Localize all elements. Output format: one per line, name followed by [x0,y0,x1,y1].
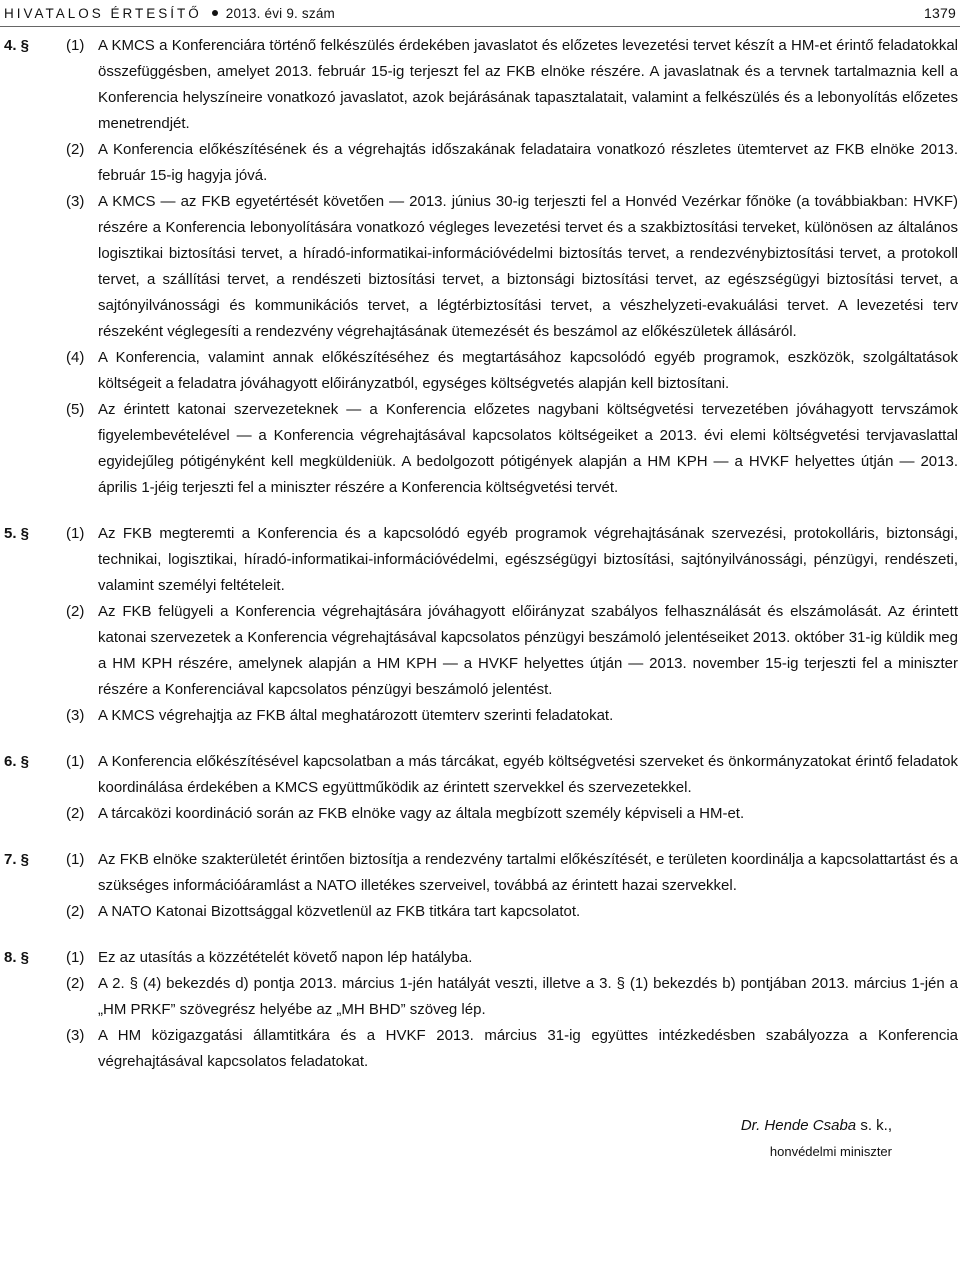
signatory-role: honvédelmi miniszter [769,1144,892,1159]
paragraph [4,521,958,599]
paragraph [4,33,958,137]
paragraph-number: (2) [66,975,85,992]
paragraph-text: A Konferencia előkészítésének és a végrehajtás időszakának feladataira vonatkozó részletes ütemtervet az FKB elnöke 2013. február 15-ig hagyja jóvá. [98,141,958,184]
paragraph [4,847,958,899]
paragraph [4,1023,958,1075]
paragraph [4,749,958,801]
paragraph-number: (1) [66,525,85,542]
paragraph-text: Az FKB felügyeli a Konferencia végrehajtására jóváhagyott előirányzat szabályos felhasználását és elszámolását. Az érintett katonai szervezetek a Konferencia végrehajtásával kapcsolatos pénzügyi beszámoló jelentéseiket 2013. október 31-ig küldik meg a HM KPH részére, amelynek alapján a HM KPH — a HVKF helyettes útján — 2013. november 15-ig terjeszti fel a miniszter részére a Konferenciával kapcsolatos pénzügyi beszámoló jelentést. [98,603,958,698]
paragraph-number: (3) [66,193,85,210]
paragraph [4,189,958,345]
header-left [4,6,335,21]
section-number: 7. § [4,851,30,868]
paragraph-number: (3) [66,1027,85,1044]
paragraph-number: (4) [66,349,85,366]
paragraph-number: (2) [66,141,85,158]
page-number: 1379 [924,5,956,21]
paragraph [4,945,958,971]
signatory-name [741,1115,892,1137]
section-number: 5. § [4,525,30,542]
paragraph-text: A 2. § (4) bekezdés d) pontja 2013. március 1-jén hatályát veszti, illetve a 3. § (1) bekezdés b) pontjában 2013. március 1-jén a „HM PRKF” szövegrész helyébe az „MH BHD” szöveg lép. [98,975,958,1018]
section-number: 4. § [4,37,30,54]
section-7 [4,847,958,925]
header-divider [0,26,960,27]
paragraph-text: Ez az utasítás a közzétételét követő napon lép hatályba. [98,949,473,966]
paragraph-text: A Konferencia, valamint annak előkészítéséhez és megtartásához kapcsolódó egyéb programok, eszközök, szolgáltatások költségeit a feladatra jóváhagyott előirányzatból, egységes költségvetés alapján kell biztosítani. [98,349,958,392]
paragraph-number: (1) [66,37,85,54]
paragraph-number: (1) [66,949,85,966]
paragraph-number: (1) [66,851,85,868]
paragraph-number: (1) [66,753,85,770]
signatory-suffix: s. k., [856,1117,892,1134]
paragraph-number: (2) [66,603,85,620]
paragraph-text: A tárcaközi koordináció során az FKB elnöke vagy az általa megbízott személy képviseli a HM-et. [98,805,745,822]
section-number: 6. § [4,753,30,770]
paragraph-text: Az érintett katonai szervezeteknek — a Konferencia előzetes nagybani költségvetési tervezetében jóváhagyott tervszámok figyelembevételével — a Konferencia végrehajtásával kapcsolatos költségeiket a 2013. évi elemi költségvetési tervjavaslattal egyidejűleg pótigényként kell megküldeniük. A bedolgozott pótigények alapján a HM KPH — a HVKF helyettes útján — 2013. április 1-jéig terjeszti fel a miniszter részére a Konferencia költségvetési tervét. [98,401,958,496]
paragraph [4,899,958,925]
paragraph [4,599,958,703]
paragraph-text: A KMCS — az FKB egyetértését követően — 2013. június 30-ig terjeszti fel a Honvéd Vezérkar főnöke (a továbbiakban: HVKF) részére a Konferencia lebonyolítására vonatkozó végleges levezetési tervet és a szakbiztosítási terveket, különösen az általános logisztikai biztosítási tervet, a híradó-informatikai-információvédelmi biztosítás tervet, a rendezvénybiztosítási tervet, a protokoll tervet, a szállítási tervet, a rendészeti biztosítási tervet, a biztonsági biztosítási tervet, az egészségügyi biztosítási tervet, a sajtónyilvánossági és kommunikációs tervet, a légtérbiztosítási tervet, a vészhelyzeti-evakuálási tervet. A levezetési terv részeként véglegesíti a rendezvény végrehajtásának ütemezését és beszámol az előkészületek állásáról. [98,193,958,340]
signature-area [4,1075,958,1159]
section-number: 8. § [4,949,30,966]
paragraph-number: (5) [66,401,85,418]
page-header [4,0,956,26]
paragraph-text: A NATO Katonai Bizottsággal közvetlenül az FKB titkára tart kapcsolatot. [98,903,581,920]
paragraph [4,801,958,827]
paragraph-number: (2) [66,805,85,822]
paragraph-text: Az FKB elnöke szakterületét érintően biztosítja a rendezvény tartalmi előkészítését, e területen koordinálja a kapcsolattartást és a szükséges információáramlást a NATO illetékes szerveivel, továbbá az érintett hazai szervekkel. [98,851,958,894]
bullet-icon [212,10,218,16]
paragraph-text: A HM közigazgatási államtitkára és a HVKF 2013. március 31-ig együttes intézkedésben szabályozza a Konferencia végrehajtásával kapcsolatos feladatokat. [98,1027,958,1070]
paragraph-number: (2) [66,903,85,920]
publication-title: HIVATALOS ÉRTESÍTŐ [4,5,202,21]
paragraph-text: A KMCS a Konferenciára történő felkészülés érdekében javaslatot és előzetes levezetési tervet készít a HM-et érintő feladatokkal összefüggésben, amelyet 2013. február 15-ig terjeszt fel az FKB elnöke részére. A javaslatnak és a tervnek tartalmaznia kell a Konferencia helyszíneire vonatkozó javaslatot, azok bejárásának tapasztalatait, valamint a felkészülés és a lebonyolítás előzetes menetrendjét. [98,37,958,132]
paragraph [4,397,958,501]
paragraph [4,703,958,729]
issue-label: 2013. évi 9. szám [225,5,335,21]
paragraph-number: (3) [66,707,85,724]
paragraph-text: Az FKB megteremti a Konferencia és a kapcsolódó egyéb programok végrehajtásának szervezési, protokolláris, biztonsági, technikai, logisztikai, híradó-informatikai-információvédelmi, egészségügyi biztosítási, sajtónyilvánossági, pénzügyi, rendészeti, valamint személyi feltételeit. [98,525,958,594]
paragraph [4,137,958,189]
signatory-name-italic: Dr. Hende Csaba [740,1117,857,1134]
section-8 [4,945,958,1075]
section-4 [4,33,958,501]
signature-block [741,1115,892,1161]
section-6 [4,749,958,827]
paragraph-text: A Konferencia előkészítésével kapcsolatban a más tárcákat, egyéb költségvetési szerveket és önkormányzatokat érintő feladatok koordinálása érdekében a KMCS együttműködik az érintett szervekkel és szervezetekkel. [98,753,958,796]
document-body [4,33,958,1159]
section-5 [4,521,958,729]
paragraph [4,345,958,397]
paragraph-text: A KMCS végrehajtja az FKB által meghatározott ütemterv szerinti feladatokat. [98,707,614,724]
paragraph [4,971,958,1023]
